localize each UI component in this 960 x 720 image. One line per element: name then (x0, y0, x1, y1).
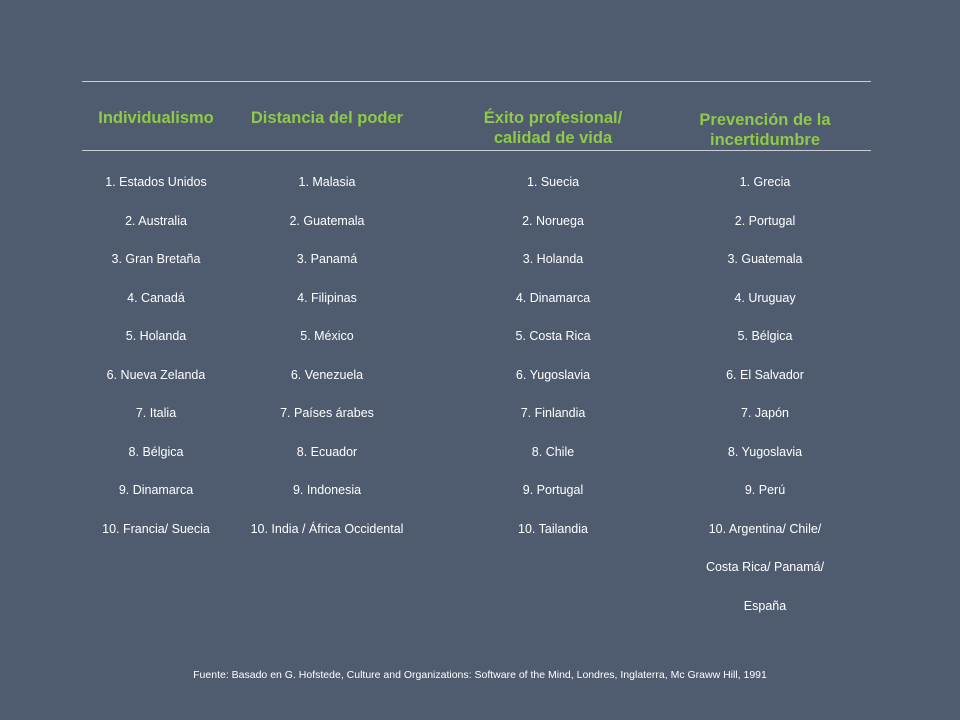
list-item: 10. Argentina/ Chile/ (708, 521, 822, 536)
list-item: 4. Filipinas (297, 290, 357, 305)
list-item: 9. Portugal (522, 483, 584, 497)
list-item: 4. Canadá (127, 290, 185, 305)
list-item: 7. Italia (135, 406, 177, 420)
list-item: 2. Portugal (734, 213, 796, 228)
list-item: 5. Costa Rica (515, 329, 591, 343)
list-item: 5. Holanda (125, 329, 187, 343)
column-distancia-del-poder (230, 163, 424, 548)
header-exito-profesional (424, 108, 682, 148)
list-item: 6. Venezuela (290, 367, 364, 382)
list-item: 3. Holanda (522, 252, 584, 266)
table-top-rule (82, 81, 871, 82)
list-item: 10. India / África Occidental (250, 521, 404, 536)
list-item: 9. Perú (744, 483, 786, 497)
list-item: 7. Países árabes (280, 406, 374, 420)
list-item: 2. Noruega (522, 213, 584, 228)
list-item: 6. Yugoslavia (515, 367, 591, 382)
list-item: 10. Francia/ Suecia (102, 521, 210, 536)
list-item: 4. Dinamarca (515, 290, 591, 305)
list-item: 3. Guatemala (727, 252, 803, 266)
list-item: 9. Dinamarca (118, 483, 194, 497)
list-item: 6. Nueva Zelanda (106, 367, 206, 382)
column-prevencion-incertidumbre (682, 163, 848, 625)
list-item: 2. Australia (125, 213, 187, 228)
list-item: 10. Tailandia (518, 521, 588, 536)
list-item: 3. Gran Bretaña (111, 252, 201, 266)
column-individualismo (82, 163, 230, 548)
header-prevencion-line1: Prevención de la (699, 111, 831, 129)
source-citation: Fuente: Basado en G. Hofstede, Culture and Organizations: Software of the Mind, Londres, Inglaterra, Mc Graww Hill, 1991 (193, 669, 767, 681)
header-individualismo (82, 108, 230, 128)
header-individualismo-text: Individualismo (98, 109, 214, 127)
header-distancia-text: Distancia del poder (250, 109, 404, 127)
list-item: 7. Finlandia (520, 406, 586, 420)
list-item: 9. Indonesia (292, 483, 362, 497)
list-item: España (743, 598, 787, 613)
list-item: 8. Yugoslavia (727, 444, 803, 459)
column-exito-profesional (424, 163, 682, 548)
list-item: 2. Guatemala (289, 213, 365, 228)
list-item: 6. El Salvador (726, 367, 804, 382)
list-item: 1. Grecia (739, 175, 791, 189)
list-item: 8. Chile (531, 444, 575, 459)
list-item: 8. Ecuador (296, 444, 358, 459)
header-bottom-rule (82, 150, 871, 151)
list-item: 3. Panamá (296, 252, 358, 266)
header-exito-line2: calidad de vida (493, 129, 613, 147)
header-prevencion-line2: incertidumbre (709, 131, 821, 149)
list-item: 1. Estados Unidos (105, 175, 207, 189)
list-item: 7. Japón (741, 406, 789, 420)
list-item: 8. Bélgica (128, 444, 184, 459)
header-distancia-del-poder (230, 108, 424, 128)
list-item: 1. Suecia (526, 175, 580, 189)
list-item: 4. Uruguay (734, 290, 796, 305)
list-item: Costa Rica/ Panamá/ (705, 560, 825, 574)
header-prevencion-incertidumbre (682, 110, 848, 150)
header-exito-line1: Éxito profesional/ (483, 109, 623, 127)
list-item: 5. México (300, 329, 354, 343)
list-item: 1. Malasia (298, 175, 356, 189)
list-item: 5. Bélgica (737, 329, 793, 343)
